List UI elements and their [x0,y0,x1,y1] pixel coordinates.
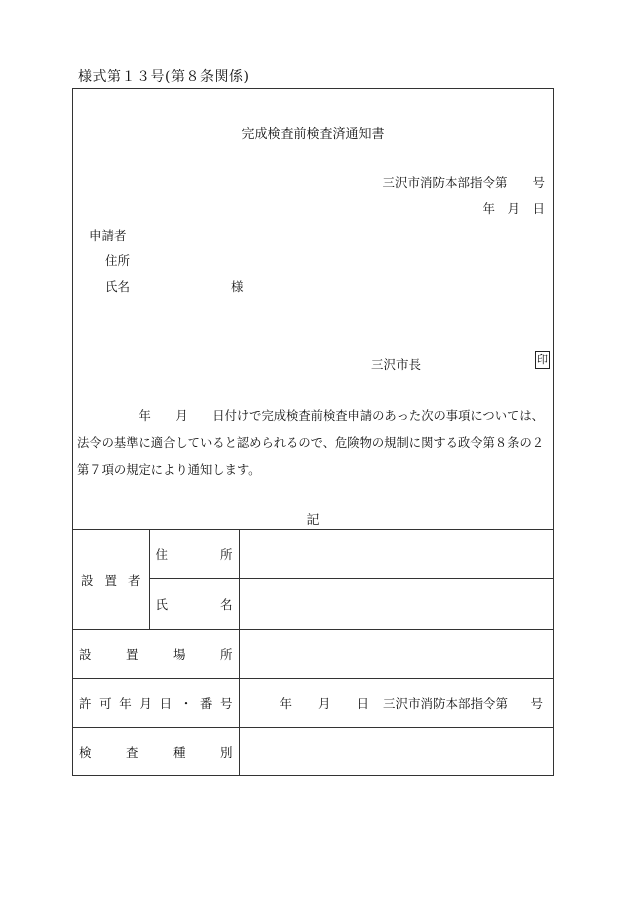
permit-number: 三沢市消防本部指令第 [383,696,509,711]
installer-name-label: 氏 名 [149,579,239,630]
form-number: 様式第１３号(第８条関係) [78,69,250,85]
applicant-label: 申請者 [89,228,127,243]
installer-name-value [239,579,553,630]
inspection-type-label: 検 査 種 別 [73,728,239,776]
honorific: 様 [231,279,244,294]
notice-date: 年 月 日 [482,201,545,216]
ki-heading: 記 [306,513,320,528]
document-title: 完成検査前検査済通知書 [241,127,385,142]
notice-form [72,88,554,776]
permit-go: 号 [530,696,543,711]
installer-address-value [239,530,553,579]
notice-body: 年 月 日付けで完成検査前検査申請のあった次の事項については、法令の基準に適合していると認められるので、危険物の規制に関する政令第８条の２第７項の規定により通知します。 [77,409,545,477]
table-row [73,728,553,776]
installer-group-label: 設 置 者 [73,530,149,630]
applicant-name-label: 氏名 [105,279,131,294]
issuer: 三沢市長 [371,357,422,372]
permit-value [239,679,553,728]
applicant-address-label: 住所 [105,253,131,268]
location-label: 設 置 場 所 [73,630,239,679]
details-table [73,529,553,776]
location-value [239,630,553,679]
table-row [73,679,553,728]
table-row [73,630,553,679]
permit-day: 日 [356,696,370,711]
installer-address-label: 住 所 [149,530,239,579]
table-row [73,530,553,579]
permit-label: 許 可 年 月 日 ・ 番 号 [73,679,239,728]
permit-year: 年 [279,696,293,711]
inspection-type-value [239,728,553,776]
notice-number: 三沢市消防本部指令第 号 [382,175,545,190]
seal-stamp: 印 [535,351,550,369]
permit-month: 月 [318,696,331,711]
